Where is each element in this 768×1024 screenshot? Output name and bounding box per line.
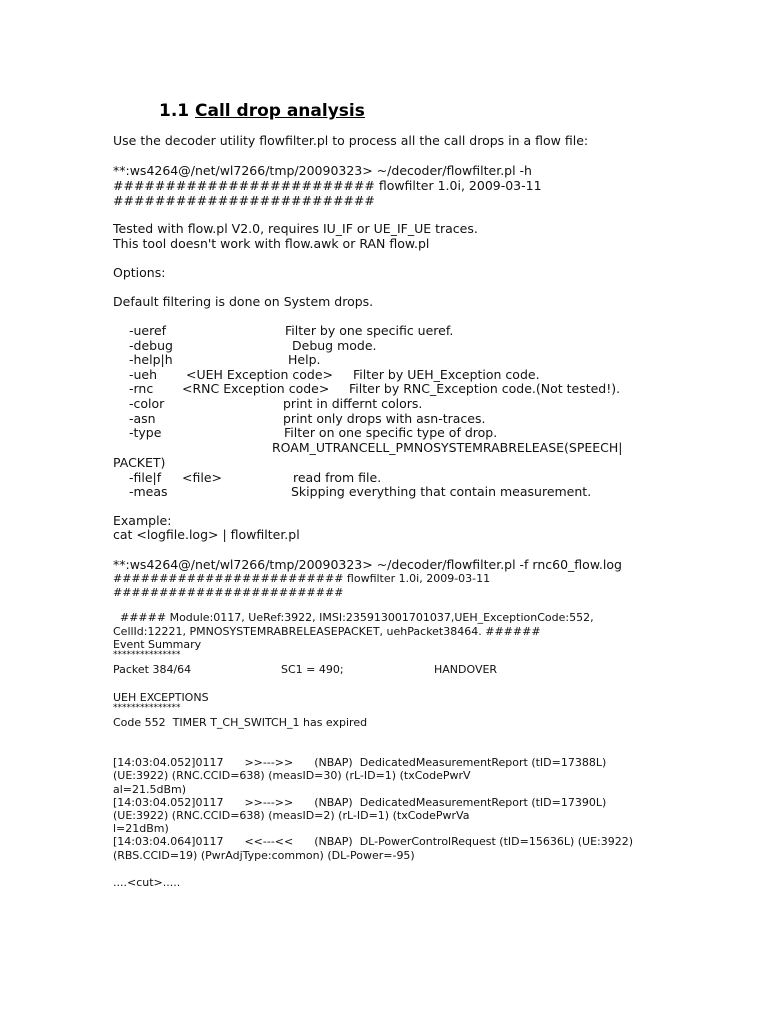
banner-line: ######################### bbox=[113, 586, 344, 599]
option-description: Filter on one specific type of drop. bbox=[284, 425, 498, 440]
log-line: [14:03:04.052]0117 >>--->> (NBAP) DedicatedMeasurementReport (tID=17388L) bbox=[113, 756, 607, 769]
option-flag: -ueref bbox=[129, 323, 167, 338]
option-argument: <file> bbox=[182, 470, 222, 485]
help-command: **:ws4264@/net/wl7266/tmp/20090323> ~/decoder/flowfilter.pl -h bbox=[113, 163, 532, 178]
option-flag: -debug bbox=[129, 338, 173, 353]
log-line: (UE:3922) (RNC.CCID=638) (measID=2) (rL-ID=1) (txCodePwrVa bbox=[113, 809, 470, 822]
banner-line: ######################### flowfilter 1.0i, 2009-03-11 bbox=[113, 572, 491, 585]
option-flag: -color bbox=[129, 396, 165, 411]
module-summary: ##### Module:0117, UeRef:3922, IMSI:235913001701037,UEH_ExceptionCode:552, bbox=[113, 611, 594, 624]
option-description: print in differnt colors. bbox=[283, 396, 423, 411]
module-summary: CellId:12221, PMNOSYSTEMRABRELEASEPACKET, uehPacket38464. ###### bbox=[113, 625, 541, 638]
run-command: **:ws4264@/net/wl7266/tmp/20090323> ~/decoder/flowfilter.pl -f rnc60_flow.log bbox=[113, 557, 622, 572]
type-values-continued: PACKET) bbox=[113, 455, 166, 470]
log-line: [14:03:04.052]0117 >>--->> (NBAP) DedicatedMeasurementReport (tID=17390L) bbox=[113, 796, 607, 809]
section-title: Call drop analysis bbox=[195, 101, 365, 121]
banner-line: ######################### flowfilter 1.0i, 2009-03-11 bbox=[113, 178, 542, 193]
example-label: Example: bbox=[113, 513, 172, 528]
option-flag: -meas bbox=[129, 484, 168, 499]
packet-info: Packet 384/64 bbox=[113, 663, 192, 676]
option-argument: <RNC Exception code> bbox=[182, 381, 330, 396]
option-description: Filter by one specific ueref. bbox=[285, 323, 454, 338]
log-line: l=21dBm) bbox=[113, 822, 169, 835]
option-description: print only drops with asn-traces. bbox=[283, 411, 486, 426]
option-flag: -help|h bbox=[129, 352, 173, 367]
event-summary-label: Event Summary bbox=[113, 638, 202, 651]
option-description: Filter by RNC_Exception code.(Not tested!). bbox=[349, 381, 621, 396]
log-line: al=21.5dBm) bbox=[113, 783, 187, 796]
sc1-info: SC1 = 490; bbox=[281, 663, 344, 676]
cut-marker: ....<cut>..... bbox=[113, 876, 181, 889]
intro-text: Use the decoder utility flowfilter.pl to process all the call drops in a flow file: bbox=[113, 133, 589, 148]
ueh-exceptions-label: UEH EXCEPTIONS bbox=[113, 691, 209, 704]
option-description: Debug mode. bbox=[292, 338, 377, 353]
handover-info: HANDOVER bbox=[434, 663, 498, 676]
type-values: ROAM_UTRANCELL_PMNOSYSTEMRABRELEASE(SPEECH| bbox=[272, 440, 623, 455]
option-description: Skipping everything that contain measurement. bbox=[291, 484, 592, 499]
log-line: (UE:3922) (RNC.CCID=638) (measID=30) (rL-ID=1) (txCodePwrV bbox=[113, 769, 471, 782]
separator-stars: *************** bbox=[113, 650, 181, 660]
example-command: cat <logfile.log> | flowfilter.pl bbox=[113, 527, 300, 542]
separator-stars: *************** bbox=[113, 703, 181, 713]
option-description: Filter by UEH_Exception code. bbox=[353, 367, 540, 382]
option-flag: -ueh bbox=[129, 367, 158, 382]
option-flag: -type bbox=[129, 425, 162, 440]
option-flag: -asn bbox=[129, 411, 156, 426]
option-flag: -rnc bbox=[129, 381, 154, 396]
banner-line: ######################### bbox=[113, 193, 375, 208]
option-argument: <UEH Exception code> bbox=[186, 367, 334, 382]
default-filter-note: Default filtering is done on System drops. bbox=[113, 294, 374, 309]
exception-code: Code 552 TIMER T_CH_SWITCH_1 has expired bbox=[113, 716, 368, 729]
log-line: [14:03:04.064]0117 <<---<< (NBAP) DL-PowerControlRequest (tID=15636L) (UE:3922) bbox=[113, 835, 634, 848]
compatibility-note: This tool doesn't work with flow.awk or RAN flow.pl bbox=[113, 236, 430, 251]
option-description: read from file. bbox=[293, 470, 382, 485]
log-line: (RBS.CCID=19) (PwrAdjType:common) (DL-Power=-95) bbox=[113, 849, 415, 862]
section-number: 1.1 bbox=[159, 101, 190, 121]
option-flag: -file|f bbox=[129, 470, 162, 485]
options-label: Options: bbox=[113, 265, 166, 280]
option-description: Help. bbox=[288, 352, 321, 367]
tested-note: Tested with flow.pl V2.0, requires IU_IF or UE_IF_UE traces. bbox=[113, 221, 478, 236]
